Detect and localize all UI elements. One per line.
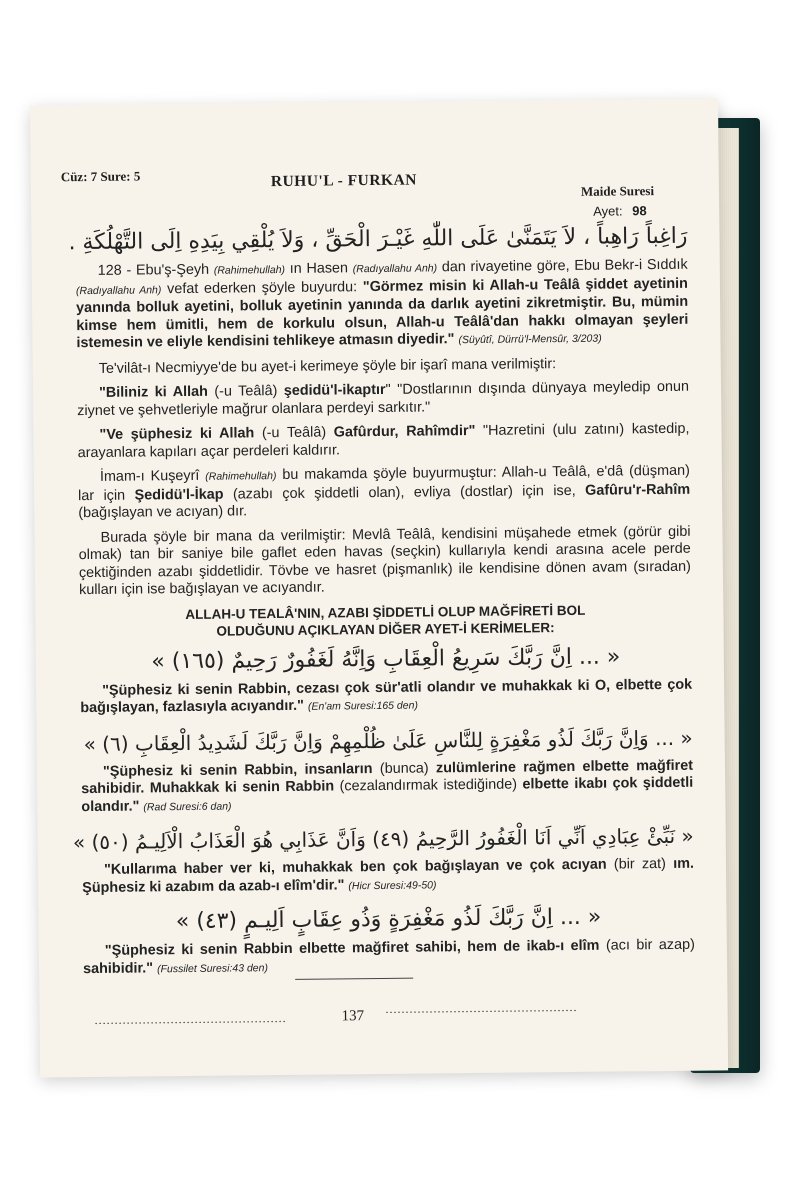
q2-source: (Rad Suresi:6 dan)	[143, 800, 232, 813]
p4-bold-1: "Ve şüphesiz ki Allah	[99, 425, 255, 443]
p3-text-2: " "Dostlarının dışında dünyaya meyledip onun ziynet ve şehvetleriyle mağrur olanlara perdeyi sarkıtır."	[77, 378, 690, 419]
p3-bold-1: "Biliniz ki Allah	[98, 383, 208, 401]
paragraph-mana: Burada şöyle bir mana da verilmiştir: Mevlâ Teâlâ, kendisini müşahede etmek (görür gibi olmak) tan bir saniye bile gaflet eden havas (seçkin) kullarıyla kendi arasına acele perde çektiğinden azabı şiddetlidir. Tövbe ve hasret (pişmanlık) ile kendisine dönen avam (sıradan) kulları için ise bağışlayan ve acıyandır.	[78, 523, 691, 599]
p1-quote: "Görmez misin ki Allah-u Teâlâ şiddet ayetinin yanında bolluk ayetini, bolluk ayetinin yanında da darlık ayetini zikretmiştir. Bu, mümin kimse hem ümitli, hem de korkulu olsun, Allah-u Teâlâ'dan hakkı olmayan şeyleri istemesin ve eliyle kendisini tehlikeye atmasın diyedir."	[76, 275, 689, 352]
paragraph-sedid	[77, 379, 689, 420]
p5-bold-1: Şedidü'l-İkap	[134, 486, 224, 504]
q4-text-1: (acı bir azap)	[599, 936, 695, 954]
ayet-label: Ayet:	[593, 203, 623, 219]
q4-source: (Fussilet Suresi:43 den)	[157, 961, 269, 975]
header-sura-name: Maide Suresi	[580, 183, 655, 199]
q4-bold-1: "Şüphesiz ki senin Rabbin elbette mağfiret sahibi, hem de ikab-ı elîm	[104, 937, 600, 959]
q1-quote: "Şüphesiz ki senin Rabbin, cezası çok sür'atli olandır ve muhakkak ki O, elbette çok bağışlayan, fazlasıyla acıyandır."	[80, 676, 693, 717]
q2-text-2: (cezalandırmak istediğinde)	[334, 776, 523, 795]
p5-honorific: (Rahimehullah)	[205, 470, 277, 483]
p1-honorific-3: (Radıyallahu Anh)	[75, 283, 162, 297]
q3-source: (Hicr Suresi:49-50)	[348, 878, 437, 892]
p5-bold-2: Gafûru'r-Rahîm	[585, 481, 691, 499]
arabic-text-3: « ... وَاِنَّ رَبَّكَ لَذُو مَغْفِرَةٍ لِلنَّاسِ عَلَىٰ ظُلْمِهِمْ وَاِنَّ رَبَّكَ لَشَدِيدُ الْعِقَابِ (٦) »	[83, 725, 693, 756]
p1-honorific-1: (Rahimehullah)	[213, 263, 286, 277]
p1-text-1: 128 - Ebu'ş-Şeyh	[97, 261, 214, 279]
ayet-number: 98	[632, 203, 647, 219]
arabic-text-1: رَاغِباً رَاهِباً ، لاَ يَتَمَنَّىٰ عَلَى اللّٰهِ غَيْـرَ الْحَقِّ ، وَلاَ يُلْقِي بِيَدِهِ اِلَى التَّهْلُكَةِ .	[68, 223, 688, 256]
footer-dots-left: ................................................	[94, 1010, 287, 1027]
p3-bold-2: şedidü'l-ikaptır	[283, 381, 386, 399]
q2-text-1: (bunca)	[372, 759, 437, 777]
q2-bold-2: zulümlerine rağmen elbette mağfiret sahibidir. Muhakkak ki senin Rabbin	[81, 757, 694, 798]
q3-bold-1: "Kullarıma haber ver ki, muhakkak ben çok bağışlayan ve çok acıyan	[103, 856, 607, 878]
heading-line-1: ALLAH-U TEALÂ'NIN, AZABI ŞİDDETLİ OLUP MAĞFİRETİ BOL	[185, 602, 586, 622]
p5-text-1: İmam-ı Kuşeyrî	[99, 467, 206, 485]
p1-text-3: dan rivayetine göre, Ebu Bekr-i Sıddık	[437, 256, 688, 276]
q3-text-1: (bir zat)	[606, 855, 674, 873]
quote-rad	[81, 757, 694, 817]
paragraph-kuseyri	[78, 463, 691, 523]
p1-text-4: vefat ederken şöyle buyurdu:	[161, 278, 363, 297]
book-page	[30, 98, 728, 1077]
p1-honorific-2: (Radıyallahu Anh)	[352, 262, 438, 276]
p4-text-1: (-u Teâlâ)	[254, 424, 334, 442]
arabic-text-4: « نَبِّئْ عِبَادِي اَنِّي اَنَا الْغَفُورُ الرَّحِيمُ (٤٩) وَاَنَّ عَذَابِي هُوَ الْعَذَابُ الْاَلِيـمُ (٥٠) »	[72, 823, 694, 855]
footer-dots-right: ................................................	[385, 999, 578, 1016]
p1-text-2: ın Hasen	[284, 260, 353, 277]
footnote-rule	[295, 978, 413, 980]
q3-bold-2: ım. Şüphesiz ki azabım da azab-ı elîm'dir."	[82, 855, 695, 896]
quote-enam	[80, 676, 692, 718]
quote-hicr	[82, 856, 694, 898]
q1-source: (En'am Suresi:165 den)	[307, 699, 418, 713]
page-title: RUHU'L - FURKAN	[270, 171, 418, 191]
paragraph-tevilat: Te'vilât-ı Necmiyye'de bu ayet-i kerimeye şöyle bir işarî mana verilmiştir:	[98, 355, 557, 377]
paragraph-hadith	[76, 257, 689, 354]
quote-fussilet	[83, 937, 695, 979]
p5-text-2: bu makamda şöyle buyurmuştur: Allah-u Teâlâ, e'dâ (düşman) lar için	[78, 462, 690, 504]
header-juz-sura: Cüz: 7 Sure: 5	[60, 168, 141, 185]
q4-bold-2: sahibidir."	[82, 959, 154, 977]
heading-line-2: OLDUĞUNU AÇIKLAYAN DİĞER AYET-İ KERİMELER:	[216, 619, 555, 639]
arabic-text-2: « ... اِنَّ رَبَّكَ سَرِيعُ الْعِقَابِ وَاِنَّهُ لَغَفُورٌ رَحِيمٌ (١٦٥) »	[151, 643, 621, 674]
arabic-text-5: « ... اِنَّ رَبَّكَ لَذُو مَغْفِرَةٍ وَذُو عِقَابٍ اَلِيـمٍ (٤٣) »	[175, 904, 602, 935]
p4-bold-2: Gafûrdur, Rahîmdir"	[333, 422, 476, 441]
p3-text-1: (-u Teâlâ)	[207, 382, 284, 400]
paragraph-gafur	[77, 421, 689, 462]
page-content	[68, 217, 695, 982]
page-number: 137	[341, 1008, 365, 1025]
p1-source: (Süyûtî, Dürrü'l-Mensûr, 3/203)	[458, 332, 602, 347]
p4-text-2: "Hazretini (ulu zatını) kastedip, arayanlara kapıları açar perdeleri kaldırır.	[77, 420, 690, 461]
q2-bold-1: "Şüphesiz ki senin Rabbin, insanların	[102, 760, 373, 780]
p5-text-3: (azabı çok şiddetli olan), evliya (dostlar) için ise,	[223, 482, 586, 503]
q2-bold-3: elbette ikabı çok şiddetli olandır."	[81, 774, 694, 815]
p5-text-4: (bağışlayan ve acıyan) dır.	[78, 503, 248, 522]
section-heading	[79, 600, 691, 640]
